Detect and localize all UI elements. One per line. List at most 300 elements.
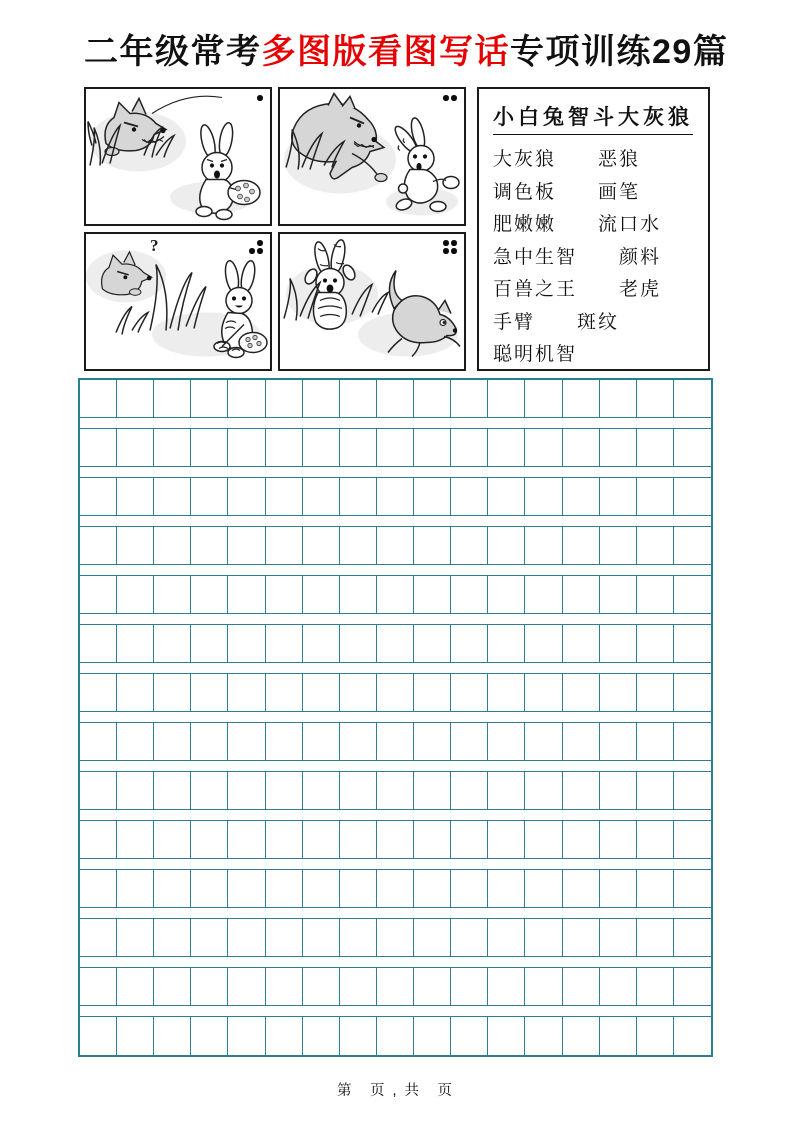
writing-cell[interactable] xyxy=(563,870,600,907)
writing-cell[interactable] xyxy=(600,429,637,466)
writing-cell[interactable] xyxy=(117,1017,154,1055)
writing-cell[interactable] xyxy=(303,380,340,417)
grid-spacer-band xyxy=(80,859,711,870)
writing-cell[interactable] xyxy=(266,527,303,564)
writing-cell[interactable] xyxy=(191,380,228,417)
writing-cell[interactable] xyxy=(637,968,674,1005)
writing-cell[interactable] xyxy=(266,772,303,809)
writing-cell[interactable] xyxy=(340,821,377,858)
page-footer: 第 页 , 共 页 xyxy=(336,1083,455,1099)
writing-cell[interactable] xyxy=(80,674,117,711)
writing-cell[interactable] xyxy=(563,821,600,858)
vocab-word-pair: 急中生智 颜料 xyxy=(493,246,662,268)
writing-cell[interactable] xyxy=(414,576,451,613)
writing-cell[interactable] xyxy=(154,380,191,417)
vocab-word-list xyxy=(493,144,698,372)
writing-cell[interactable] xyxy=(451,625,488,662)
writing-cell[interactable] xyxy=(80,576,117,613)
writing-cell[interactable] xyxy=(563,380,600,417)
writing-cell[interactable] xyxy=(525,1017,562,1055)
writing-cell[interactable] xyxy=(674,870,711,907)
grid-spacer-band xyxy=(80,614,711,625)
writing-cell[interactable] xyxy=(80,870,117,907)
writing-cell[interactable] xyxy=(377,919,414,956)
writing-cell[interactable] xyxy=(674,968,711,1005)
writing-cell[interactable] xyxy=(377,968,414,1005)
grid-spacer-band xyxy=(80,712,711,723)
writing-cell[interactable] xyxy=(340,625,377,662)
writing-cell[interactable] xyxy=(563,527,600,564)
grid-row[interactable] xyxy=(80,380,711,418)
writing-cell[interactable] xyxy=(563,919,600,956)
writing-cell[interactable] xyxy=(117,429,154,466)
writing-cell[interactable] xyxy=(228,1017,265,1055)
writing-cell[interactable] xyxy=(303,919,340,956)
grid-spacer-band xyxy=(80,565,711,576)
panel-count-dot xyxy=(451,95,457,101)
illustration-wolf-fleeing-icon xyxy=(280,234,464,369)
illustration-wolf-chasing-icon xyxy=(280,89,464,224)
panel-2-number-dots xyxy=(442,94,458,102)
writing-cell[interactable] xyxy=(154,576,191,613)
writing-cell[interactable] xyxy=(117,380,154,417)
writing-cell[interactable] xyxy=(525,968,562,1005)
writing-cell[interactable] xyxy=(303,723,340,760)
writing-cell[interactable] xyxy=(117,478,154,515)
writing-cell[interactable] xyxy=(266,968,303,1005)
illustration-wolf-spying-icon xyxy=(86,89,270,224)
writing-cell[interactable] xyxy=(525,527,562,564)
writing-cell[interactable] xyxy=(340,723,377,760)
writing-cell[interactable] xyxy=(525,772,562,809)
top-section xyxy=(84,87,753,371)
writing-cell[interactable] xyxy=(303,527,340,564)
writing-cell[interactable] xyxy=(266,674,303,711)
writing-cell[interactable] xyxy=(488,527,525,564)
writing-cell[interactable] xyxy=(563,674,600,711)
writing-cell[interactable] xyxy=(488,968,525,1005)
writing-cell[interactable] xyxy=(674,576,711,613)
writing-cell[interactable] xyxy=(414,772,451,809)
writing-cell[interactable] xyxy=(674,723,711,760)
vocab-word-pair: 聪明机智 xyxy=(493,344,578,365)
writing-cell[interactable] xyxy=(451,674,488,711)
writing-cell[interactable] xyxy=(266,478,303,515)
writing-cell[interactable] xyxy=(488,870,525,907)
writing-cell[interactable] xyxy=(488,576,525,613)
writing-cell[interactable] xyxy=(228,870,265,907)
comic-panel-grid xyxy=(84,87,466,371)
writing-cell[interactable] xyxy=(154,821,191,858)
writing-cell[interactable] xyxy=(228,772,265,809)
writing-cell[interactable] xyxy=(80,1017,117,1055)
grid-spacer-band xyxy=(80,663,711,674)
writing-cell[interactable] xyxy=(80,968,117,1005)
writing-cell[interactable] xyxy=(191,919,228,956)
vocab-word-pair: 大灰狼 恶狼 xyxy=(493,149,641,170)
writing-cell[interactable] xyxy=(600,968,637,1005)
panel-4-number-dots xyxy=(442,239,458,255)
writing-cell[interactable] xyxy=(600,625,637,662)
writing-cell[interactable] xyxy=(674,919,711,956)
grid-spacer-band xyxy=(80,810,711,821)
writing-cell[interactable] xyxy=(674,478,711,515)
writing-cell[interactable] xyxy=(191,478,228,515)
writing-cell[interactable] xyxy=(525,723,562,760)
writing-cell[interactable] xyxy=(228,478,265,515)
writing-cell[interactable] xyxy=(674,527,711,564)
writing-cell[interactable] xyxy=(414,527,451,564)
writing-cell[interactable] xyxy=(377,674,414,711)
writing-cell[interactable] xyxy=(451,870,488,907)
writing-cell[interactable] xyxy=(377,429,414,466)
panel-count-dot xyxy=(451,240,457,246)
writing-cell[interactable] xyxy=(674,674,711,711)
writing-cell[interactable] xyxy=(154,772,191,809)
writing-cell[interactable] xyxy=(80,478,117,515)
writing-cell[interactable] xyxy=(525,380,562,417)
writing-cell[interactable] xyxy=(340,1017,377,1055)
writing-cell[interactable] xyxy=(303,429,340,466)
writing-cell[interactable] xyxy=(303,576,340,613)
writing-cell[interactable] xyxy=(266,821,303,858)
writing-cell[interactable] xyxy=(154,429,191,466)
writing-cell[interactable] xyxy=(154,674,191,711)
writing-cell[interactable] xyxy=(303,870,340,907)
writing-cell[interactable] xyxy=(154,527,191,564)
grid-row[interactable] xyxy=(80,478,711,516)
writing-cell[interactable] xyxy=(637,870,674,907)
writing-cell[interactable] xyxy=(377,821,414,858)
writing-cell[interactable] xyxy=(414,870,451,907)
writing-cell[interactable] xyxy=(674,429,711,466)
writing-cell[interactable] xyxy=(451,1017,488,1055)
grid-spacer-band xyxy=(80,761,711,772)
writing-cell[interactable] xyxy=(600,1017,637,1055)
writing-cell[interactable] xyxy=(525,576,562,613)
grid-row[interactable] xyxy=(80,772,711,810)
writing-cell[interactable] xyxy=(377,723,414,760)
writing-cell[interactable] xyxy=(488,1017,525,1055)
writing-cell[interactable] xyxy=(154,919,191,956)
writing-cell[interactable] xyxy=(414,429,451,466)
writing-cell[interactable] xyxy=(80,919,117,956)
panel-count-dot xyxy=(443,240,449,246)
writing-cell[interactable] xyxy=(377,576,414,613)
writing-cell[interactable] xyxy=(154,968,191,1005)
writing-cell[interactable] xyxy=(637,1017,674,1055)
writing-cell[interactable] xyxy=(451,380,488,417)
grid-row[interactable] xyxy=(80,919,711,957)
writing-cell[interactable] xyxy=(228,674,265,711)
page-title-segment: 二年级常考 xyxy=(84,33,262,71)
vocab-word-pair: 调色板 画笔 xyxy=(493,181,641,203)
writing-cell[interactable] xyxy=(488,821,525,858)
writing-cell[interactable] xyxy=(266,1017,303,1055)
writing-cell[interactable] xyxy=(340,527,377,564)
writing-cell[interactable] xyxy=(80,429,117,466)
vocab-box xyxy=(477,87,710,371)
writing-cell[interactable] xyxy=(191,429,228,466)
writing-cell[interactable] xyxy=(451,723,488,760)
writing-cell[interactable] xyxy=(377,772,414,809)
writing-cell[interactable] xyxy=(191,821,228,858)
writing-grid[interactable] xyxy=(78,378,713,1057)
writing-cell[interactable] xyxy=(414,723,451,760)
writing-cell[interactable] xyxy=(80,527,117,564)
writing-cell[interactable] xyxy=(563,478,600,515)
writing-cell[interactable] xyxy=(80,821,117,858)
writing-cell[interactable] xyxy=(266,870,303,907)
writing-cell[interactable] xyxy=(525,821,562,858)
grid-row[interactable] xyxy=(80,1017,711,1055)
writing-cell[interactable] xyxy=(377,527,414,564)
writing-cell[interactable] xyxy=(525,429,562,466)
writing-cell[interactable] xyxy=(191,723,228,760)
writing-cell[interactable] xyxy=(600,576,637,613)
writing-cell[interactable] xyxy=(117,919,154,956)
writing-cell[interactable] xyxy=(674,772,711,809)
writing-cell[interactable] xyxy=(303,772,340,809)
grid-spacer-band xyxy=(80,516,711,527)
writing-cell[interactable] xyxy=(80,380,117,417)
writing-cell[interactable] xyxy=(266,429,303,466)
writing-cell[interactable] xyxy=(414,478,451,515)
writing-cell[interactable] xyxy=(191,772,228,809)
writing-cell[interactable] xyxy=(637,674,674,711)
writing-cell[interactable] xyxy=(600,527,637,564)
writing-cell[interactable] xyxy=(414,968,451,1005)
writing-cell[interactable] xyxy=(451,429,488,466)
writing-cell[interactable] xyxy=(637,723,674,760)
comic-panel-3 xyxy=(84,232,272,371)
writing-cell[interactable] xyxy=(637,772,674,809)
grid-spacer-band xyxy=(80,1006,711,1017)
comic-panel-2 xyxy=(278,87,466,226)
writing-cell[interactable] xyxy=(228,723,265,760)
writing-cell[interactable] xyxy=(191,674,228,711)
writing-cell[interactable] xyxy=(563,1017,600,1055)
grid-row[interactable] xyxy=(80,527,711,565)
panel-count-dot xyxy=(257,240,263,246)
writing-cell[interactable] xyxy=(80,772,117,809)
writing-cell[interactable] xyxy=(563,772,600,809)
writing-cell[interactable] xyxy=(340,429,377,466)
writing-cell[interactable] xyxy=(117,527,154,564)
writing-cell[interactable] xyxy=(191,968,228,1005)
writing-cell[interactable] xyxy=(637,527,674,564)
writing-cell[interactable] xyxy=(488,478,525,515)
writing-cell[interactable] xyxy=(266,919,303,956)
writing-cell[interactable] xyxy=(340,870,377,907)
writing-cell[interactable] xyxy=(488,723,525,760)
writing-cell[interactable] xyxy=(340,968,377,1005)
writing-cell[interactable] xyxy=(451,478,488,515)
writing-cell[interactable] xyxy=(80,723,117,760)
writing-cell[interactable] xyxy=(340,919,377,956)
writing-cell[interactable] xyxy=(303,478,340,515)
writing-cell[interactable] xyxy=(600,821,637,858)
writing-cell[interactable] xyxy=(674,625,711,662)
writing-cell[interactable] xyxy=(488,380,525,417)
writing-cell[interactable] xyxy=(563,968,600,1005)
writing-cell[interactable] xyxy=(600,723,637,760)
writing-cell[interactable] xyxy=(414,821,451,858)
writing-cell[interactable] xyxy=(600,919,637,956)
writing-cell[interactable] xyxy=(674,821,711,858)
grid-row[interactable] xyxy=(80,821,711,859)
grid-spacer-band xyxy=(80,467,711,478)
writing-cell[interactable] xyxy=(117,723,154,760)
writing-cell[interactable] xyxy=(191,527,228,564)
writing-cell[interactable] xyxy=(117,674,154,711)
writing-cell[interactable] xyxy=(228,625,265,662)
vocab-word-pair: 肥嫩嫩 流口水 xyxy=(493,214,662,235)
comic-panel-4 xyxy=(278,232,466,371)
writing-cell[interactable] xyxy=(637,576,674,613)
writing-cell[interactable] xyxy=(525,919,562,956)
writing-cell[interactable] xyxy=(414,674,451,711)
writing-cell[interactable] xyxy=(154,723,191,760)
writing-cell[interactable] xyxy=(228,821,265,858)
writing-cell[interactable] xyxy=(228,919,265,956)
writing-cell[interactable] xyxy=(563,723,600,760)
illustration-rabbit-painting-icon xyxy=(86,234,270,369)
writing-cell[interactable] xyxy=(228,968,265,1005)
writing-cell[interactable] xyxy=(340,576,377,613)
grid-row[interactable] xyxy=(80,723,711,761)
writing-cell[interactable] xyxy=(191,870,228,907)
writing-cell[interactable] xyxy=(266,576,303,613)
writing-cell[interactable] xyxy=(525,674,562,711)
grid-row[interactable] xyxy=(80,968,711,1006)
writing-cell[interactable] xyxy=(266,723,303,760)
writing-cell[interactable] xyxy=(600,380,637,417)
vocab-word-pair: 手臂 斑纹 xyxy=(493,311,620,333)
writing-cell[interactable] xyxy=(303,1017,340,1055)
writing-cell[interactable] xyxy=(117,870,154,907)
writing-cell[interactable] xyxy=(191,625,228,662)
writing-cell[interactable] xyxy=(266,380,303,417)
writing-cell[interactable] xyxy=(488,919,525,956)
writing-cell[interactable] xyxy=(414,380,451,417)
writing-cell[interactable] xyxy=(674,380,711,417)
writing-cell[interactable] xyxy=(191,576,228,613)
writing-cell[interactable] xyxy=(451,919,488,956)
page-title-segment: 专项训练29篇 xyxy=(510,33,729,71)
writing-cell[interactable] xyxy=(600,870,637,907)
writing-cell[interactable] xyxy=(303,674,340,711)
writing-cell[interactable] xyxy=(117,576,154,613)
writing-cell[interactable] xyxy=(488,429,525,466)
panel-count-dot xyxy=(249,248,255,254)
writing-cell[interactable] xyxy=(303,821,340,858)
grid-row[interactable] xyxy=(80,625,711,663)
writing-cell[interactable] xyxy=(117,821,154,858)
writing-cell[interactable] xyxy=(600,674,637,711)
writing-cell[interactable] xyxy=(451,772,488,809)
writing-cell[interactable] xyxy=(117,772,154,809)
writing-cell[interactable] xyxy=(600,772,637,809)
writing-cell[interactable] xyxy=(488,674,525,711)
writing-cell[interactable] xyxy=(377,478,414,515)
writing-cell[interactable] xyxy=(303,968,340,1005)
writing-cell[interactable] xyxy=(117,968,154,1005)
writing-cell[interactable] xyxy=(154,625,191,662)
writing-cell[interactable] xyxy=(525,625,562,662)
writing-cell[interactable] xyxy=(340,478,377,515)
writing-cell[interactable] xyxy=(377,870,414,907)
grid-row[interactable] xyxy=(80,576,711,614)
writing-cell[interactable] xyxy=(488,772,525,809)
panel-count-dot xyxy=(257,95,263,101)
writing-cell[interactable] xyxy=(563,625,600,662)
writing-cell[interactable] xyxy=(191,1017,228,1055)
writing-cell[interactable] xyxy=(266,625,303,662)
writing-cell[interactable] xyxy=(637,478,674,515)
writing-cell[interactable] xyxy=(637,625,674,662)
writing-cell[interactable] xyxy=(340,772,377,809)
writing-cell[interactable] xyxy=(451,821,488,858)
writing-cell[interactable] xyxy=(414,919,451,956)
comic-panel-1 xyxy=(84,87,272,226)
grid-row[interactable] xyxy=(80,674,711,712)
writing-cell[interactable] xyxy=(154,1017,191,1055)
writing-cell[interactable] xyxy=(377,1017,414,1055)
panel-1-number-dots xyxy=(256,94,264,102)
writing-cell[interactable] xyxy=(525,870,562,907)
writing-cell[interactable] xyxy=(414,1017,451,1055)
writing-cell[interactable] xyxy=(451,527,488,564)
writing-cell[interactable] xyxy=(228,380,265,417)
writing-cell[interactable] xyxy=(80,625,117,662)
writing-cell[interactable] xyxy=(340,380,377,417)
writing-cell[interactable] xyxy=(228,527,265,564)
panel-3-number-dots xyxy=(248,239,264,255)
grid-spacer-band xyxy=(80,957,711,968)
writing-cell[interactable] xyxy=(154,478,191,515)
writing-cell[interactable] xyxy=(303,625,340,662)
writing-cell[interactable] xyxy=(488,625,525,662)
writing-cell[interactable] xyxy=(451,968,488,1005)
writing-cell[interactable] xyxy=(451,576,488,613)
panel-count-dot xyxy=(451,248,457,254)
writing-cell[interactable] xyxy=(525,478,562,515)
writing-cell[interactable] xyxy=(563,429,600,466)
writing-cell[interactable] xyxy=(637,821,674,858)
writing-cell[interactable] xyxy=(637,380,674,417)
grid-spacer-band xyxy=(80,418,711,429)
page-title-segment: 多图版看图写话 xyxy=(261,33,510,71)
writing-cell[interactable] xyxy=(228,429,265,466)
writing-cell[interactable] xyxy=(600,478,637,515)
writing-cell[interactable] xyxy=(637,919,674,956)
page-title xyxy=(84,24,753,73)
writing-cell[interactable] xyxy=(414,625,451,662)
writing-cell[interactable] xyxy=(637,429,674,466)
writing-cell[interactable] xyxy=(674,1017,711,1055)
writing-cell[interactable] xyxy=(117,625,154,662)
writing-cell[interactable] xyxy=(563,576,600,613)
writing-cell[interactable] xyxy=(340,674,377,711)
grid-row[interactable] xyxy=(80,429,711,467)
writing-cell[interactable] xyxy=(228,576,265,613)
panel-count-dot xyxy=(443,248,449,254)
writing-cell[interactable] xyxy=(377,380,414,417)
grid-row[interactable] xyxy=(80,870,711,908)
writing-cell[interactable] xyxy=(377,625,414,662)
writing-cell[interactable] xyxy=(154,870,191,907)
